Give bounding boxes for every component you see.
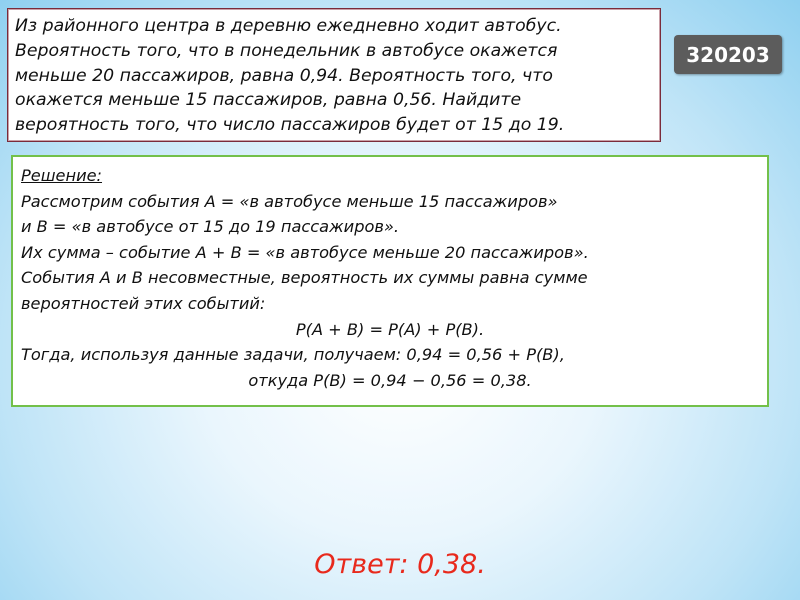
problem-line: меньше 20 пассажиров, равна 0,94. Вероятность того, что: [15, 65, 553, 86]
problem-line: Из районного центра в деревню ежедневно ходит автобус.: [15, 16, 562, 36]
solution-box: [11, 155, 769, 407]
solution-line: Их сумма – событие A + B = «в автобусе меньше 20 пассажиров».: [21, 242, 589, 262]
solution-formula: P(A + B) = P(A) + P(B).: [295, 319, 485, 339]
problem-statement: [7, 8, 661, 142]
solution-line: События А и В несовместные, вероятность их суммы равна сумме: [21, 268, 588, 288]
solution-line: вероятностей этих событий:: [21, 293, 266, 313]
solution-line: Тогда, используя данные задачи, получаем: 0,94 = 0,56 + P(В),: [21, 345, 565, 365]
solution-result: откуда P(В) = 0,94 − 0,56 = 0,38.: [248, 370, 532, 390]
solution-title: Решение:: [21, 166, 103, 185]
problem-line: вероятность того, что число пассажиров будет от 15 до 19.: [15, 115, 565, 136]
solution-line: Рассмотрим события А = «в автобусе меньше 15 пассажиров»: [21, 191, 558, 211]
problem-line: Вероятность того, что в понедельник в автобусе окажется: [15, 40, 558, 61]
problem-line: окажется меньше 15 пассажиров, равна 0,56. Найдите: [15, 90, 522, 111]
task-id-badge: 320203: [674, 35, 782, 74]
answer-text: Ответ: 0,38.: [314, 549, 486, 580]
solution-line: и В = «в автобусе от 15 до 19 пассажиров».: [21, 217, 400, 237]
